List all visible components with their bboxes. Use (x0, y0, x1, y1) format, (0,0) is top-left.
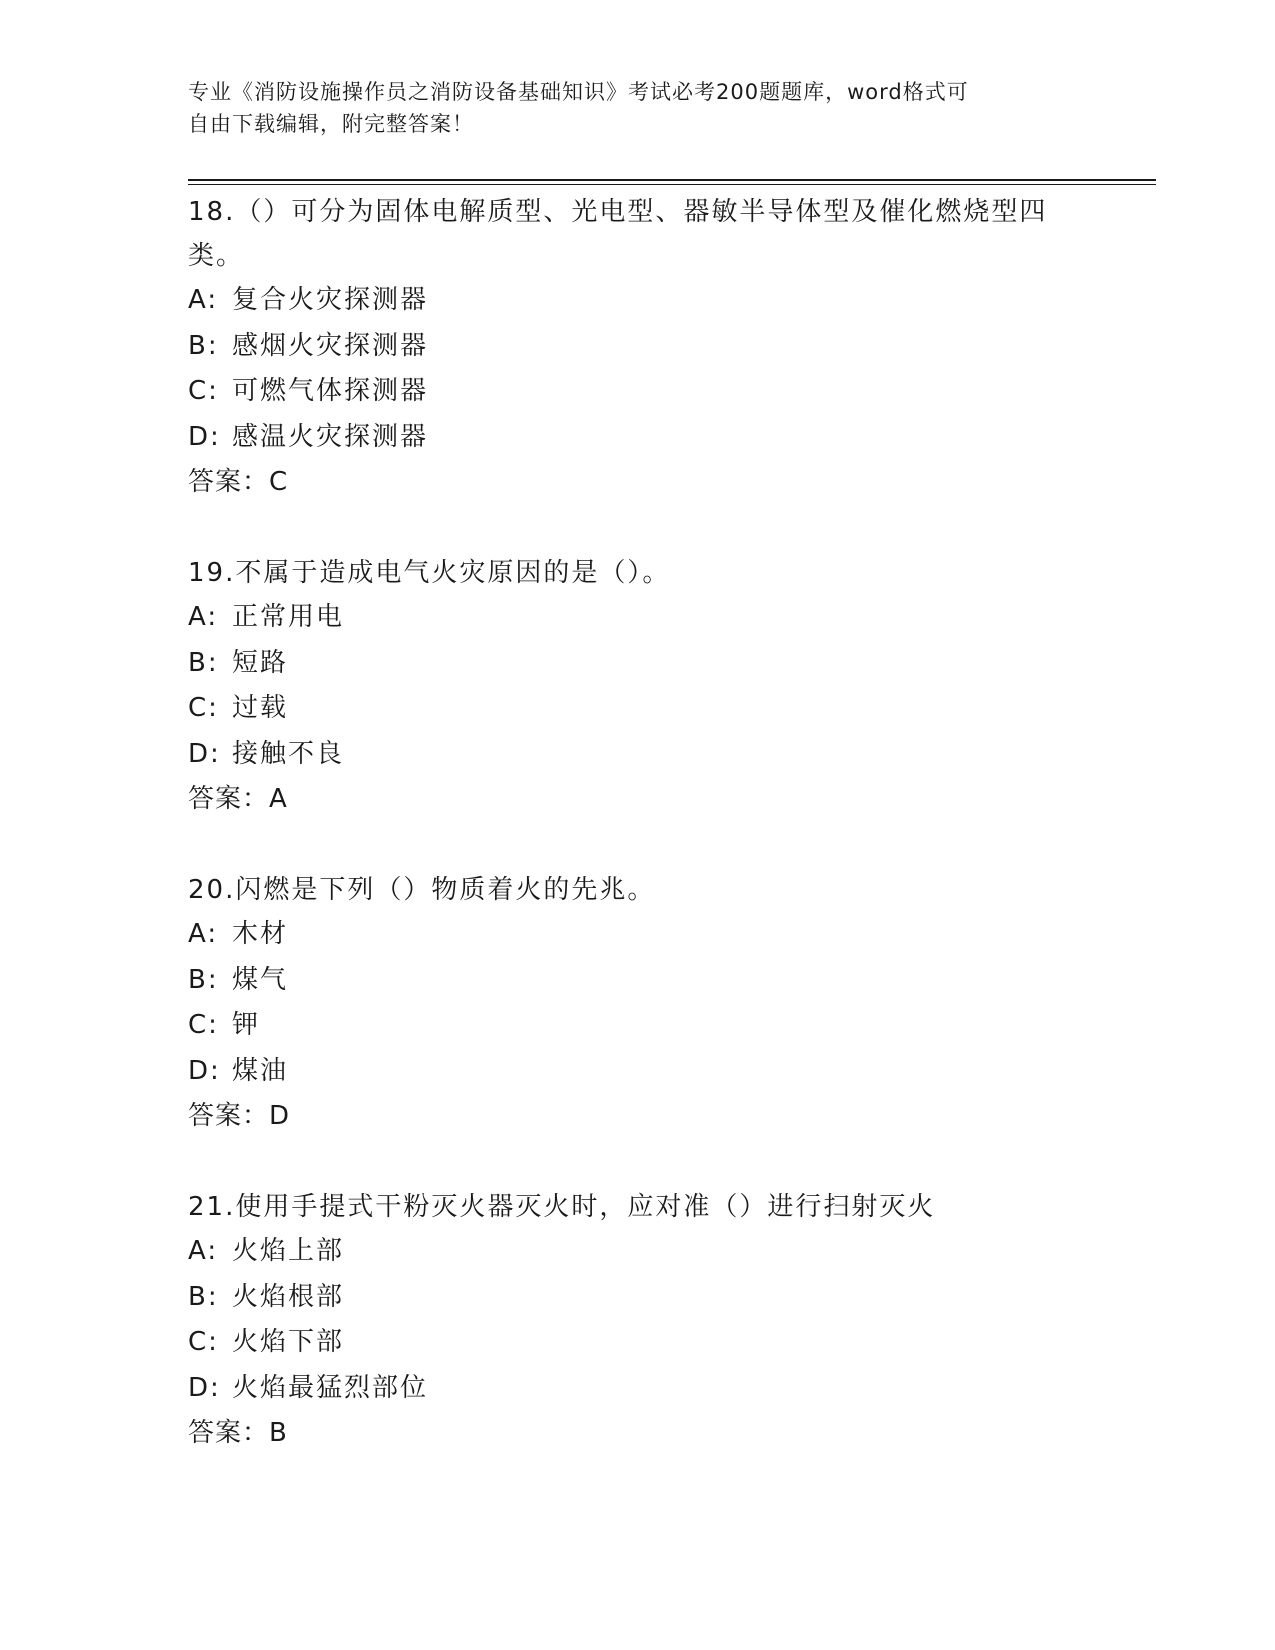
option-d (188, 415, 1088, 461)
option-key: A: (188, 285, 219, 315)
answer-line: 答案：D (188, 1101, 291, 1131)
option-c (188, 1003, 1088, 1049)
document-header (188, 76, 1068, 140)
option-key: A: (188, 1236, 219, 1266)
option-b (188, 324, 1088, 370)
option-text: 火焰最猛烈部位 (232, 1372, 429, 1403)
option-key: B: (188, 1281, 219, 1312)
option-text: 煤油 (232, 1055, 289, 1086)
option-text: 火焰上部 (232, 1236, 345, 1266)
answer-line: 答案：C (188, 467, 289, 497)
option-text: 钾 (232, 1010, 261, 1040)
option-text: 火焰根部 (232, 1281, 345, 1312)
question-21 (188, 1185, 1088, 1456)
question-list (188, 190, 1088, 1502)
header-line-1: 专业《消防设施操作员之消防设备基础知识》考试必考200题题库，word格式可 (188, 80, 969, 104)
option-key: D: (188, 421, 221, 452)
option-c (188, 1320, 1088, 1366)
option-text: 复合火灾探测器 (232, 285, 429, 315)
question-stem: 18.（）可分为固体电解质型、光电型、器敏半导体型及催化燃烧型四 (188, 197, 1048, 227)
option-text: 木材 (232, 919, 289, 949)
option-key: A: (188, 919, 219, 949)
question-18 (188, 190, 1088, 505)
answer-line: 答案：A (188, 784, 288, 814)
option-text: 煤气 (232, 964, 289, 995)
option-key: B: (188, 964, 219, 995)
option-text: 可燃气体探测器 (232, 376, 429, 406)
question-stem: 21.使用手提式干粉灭火器灭火时，应对准（）进行扫射灭火 (188, 1192, 936, 1222)
option-c (188, 686, 1088, 732)
option-d (188, 732, 1088, 778)
option-key: B: (188, 330, 219, 361)
option-a (188, 1229, 1088, 1275)
option-key: D: (188, 738, 221, 769)
question-20 (188, 868, 1088, 1139)
option-text: 过载 (232, 693, 289, 723)
question-stem-continued: 类。 (188, 241, 245, 271)
option-key: D: (188, 1055, 221, 1086)
option-key: B: (188, 647, 219, 678)
option-text: 火焰下部 (232, 1327, 345, 1357)
option-text: 接触不良 (232, 738, 345, 769)
option-key: D: (188, 1372, 221, 1403)
option-text: 感烟火灾探测器 (232, 330, 429, 361)
question-stem: 19.不属于造成电气火灾原因的是（）。 (188, 558, 671, 588)
option-d (188, 1049, 1088, 1095)
header-divider-thick (188, 179, 1156, 181)
question-stem: 20.闪燃是下列（）物质着火的先兆。 (188, 875, 656, 905)
option-b (188, 641, 1088, 687)
option-c (188, 369, 1088, 415)
option-a (188, 595, 1088, 641)
option-text: 短路 (232, 647, 289, 678)
option-a (188, 912, 1088, 958)
option-b (188, 1275, 1088, 1321)
option-key: C: (188, 1010, 219, 1040)
option-text: 正常用电 (232, 602, 345, 632)
option-key: C: (188, 693, 219, 723)
answer-line: 答案：B (188, 1418, 288, 1448)
header-divider-thin (188, 184, 1156, 185)
option-text: 感温火灾探测器 (232, 421, 429, 452)
option-key: A: (188, 602, 219, 632)
option-b (188, 958, 1088, 1004)
option-d (188, 1366, 1088, 1412)
option-key: C: (188, 1327, 219, 1357)
question-19 (188, 551, 1088, 822)
header-line-2: 自由下载编辑，附完整答案！ (188, 112, 474, 136)
option-a (188, 278, 1088, 324)
option-key: C: (188, 376, 219, 406)
